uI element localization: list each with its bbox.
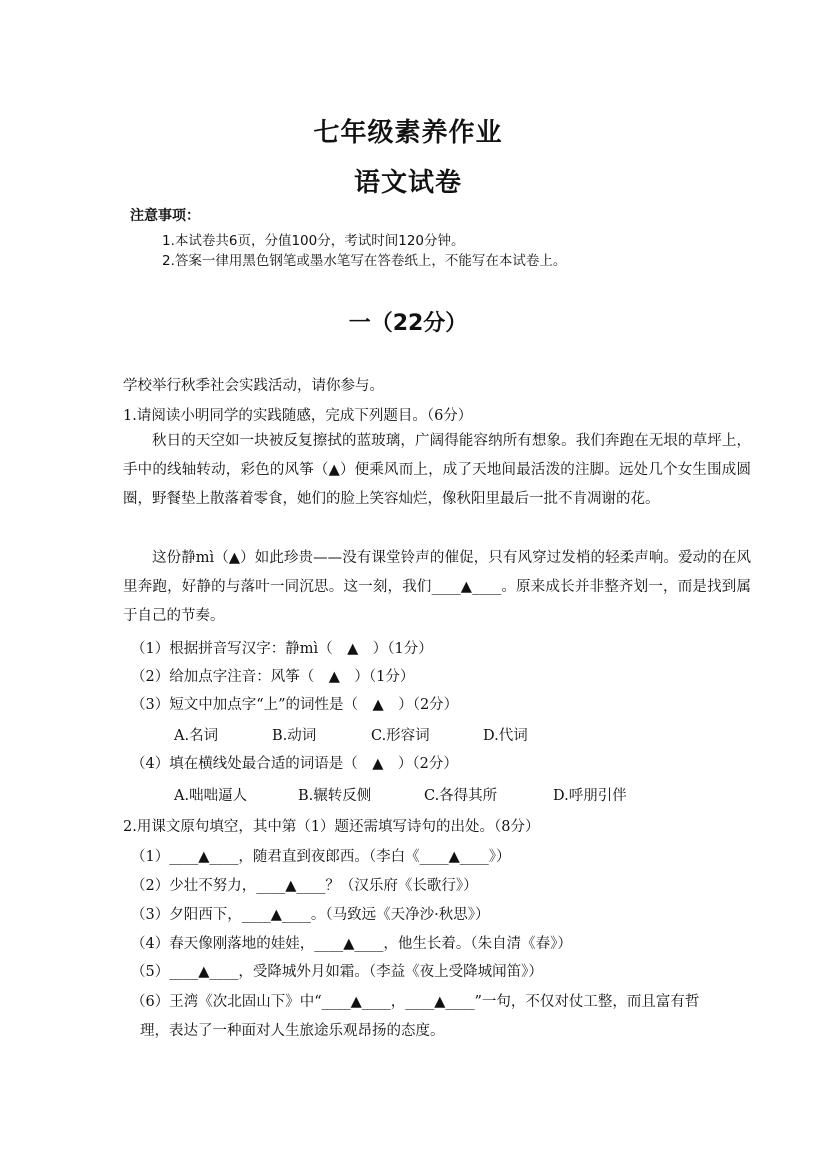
q1-stem: 1.请阅读小明同学的实践随感，完成下列题目。（6分） xyxy=(123,408,473,424)
q1-sub3: （3）短文中加点字“上”的词性是（ ▲ ）（2分） xyxy=(131,697,459,713)
q1-sub3-option-a: A.名词 xyxy=(174,728,219,744)
q1-sub4-option-b: B.辗转反侧 xyxy=(298,788,372,804)
q2-item-3: （3）夕阳西下，____▲____。（马致远《天净沙·秋思》） xyxy=(131,907,490,923)
q2-item-6: （6）王湾《次北固山下》中“____▲____，____▲____”一句，不仅对仗工整，而且富有哲 xyxy=(131,994,700,1010)
q1-sub3-option-d: D.代词 xyxy=(483,728,528,744)
q2-item-4: （4）春天像刚落地的娃娃，____▲____，他生长着。（朱自清《春》） xyxy=(131,936,572,952)
exam-title: 七年级素养作业 xyxy=(313,118,503,148)
q1-sub3-option-c: C.形容词 xyxy=(371,728,430,744)
q1-sub4-option-a: A.咄咄逼人 xyxy=(174,788,248,804)
exam-subtitle: 语文试卷 xyxy=(353,168,462,198)
q1-sub2: （2）给加点字注音：风筝（ ▲ ）（1分） xyxy=(131,669,415,685)
notice-item-1: 1.本试卷共6页，分值100分，考试时间120分钟。 xyxy=(162,233,465,249)
q1-passage-paragraph-1: 秋日的天空如一块被反复擦拭的蓝玻璃，广阔得能容纳所有想象。我们奔跑在无垠的草坪上，手中的线轴转动，彩色的风筝（▲）便乘风而上，成了天地间最活泼的注脚。远处几个女生围成圆圈，野餐垫上散落着零食，她们的脸上笑容灿烂，像秋阳里最后一批不肯凋谢的花。 xyxy=(123,433,751,507)
q1-sub4-option-c: C.各得其所 xyxy=(424,788,498,804)
notice-item-2: 2.答案一律用黑色钢笔或墨水笔写在答卷纸上，不能写在本试卷上。 xyxy=(162,253,567,269)
section-heading: 一（22分） xyxy=(348,311,468,336)
q2-item-5: （5）____▲____，受降城外月如霜。（李益《夜上受降城闻笛》） xyxy=(131,964,543,980)
q2-item-6-continued: 理，表达了一种面对人生旅途乐观昂扬的态度。 xyxy=(140,1023,445,1039)
q2-item-2: （2）少壮不努力，____▲____？（汉乐府《长歌行》） xyxy=(131,878,478,894)
notice-label: 注意事项： xyxy=(130,208,200,224)
q2-stem: 2.用课文原句填空，其中第（1）题还需填写诗句的出处。（8分） xyxy=(123,819,540,835)
q1-sub1: （1）根据拼音写汉字：静mì（ ▲ ）（1分） xyxy=(131,641,433,657)
section-intro: 学校举行秋季社会实践活动，请你参与。 xyxy=(123,378,384,394)
q1-passage-paragraph-2: 这份静mì（▲）如此珍贵——没有课堂铃声的催促，只有风穿过发梢的轻柔声响。爱动的在风里奔跑，好静的与落叶一同沉思。这一刻，我们____▲____。原来成长并非整齐划一，而是找到属于自己的节奏。 xyxy=(123,550,751,624)
q1-sub4: （4）填在横线处最合适的词语是（ ▲ ）（2分） xyxy=(131,756,458,772)
q1-sub3-option-b: B.动词 xyxy=(272,728,317,744)
q1-sub4-option-d: D.呼朋引伴 xyxy=(553,788,627,804)
q2-item-1: （1）____▲____，随君直到夜郎西。（李白《____▲____》） xyxy=(131,849,511,865)
